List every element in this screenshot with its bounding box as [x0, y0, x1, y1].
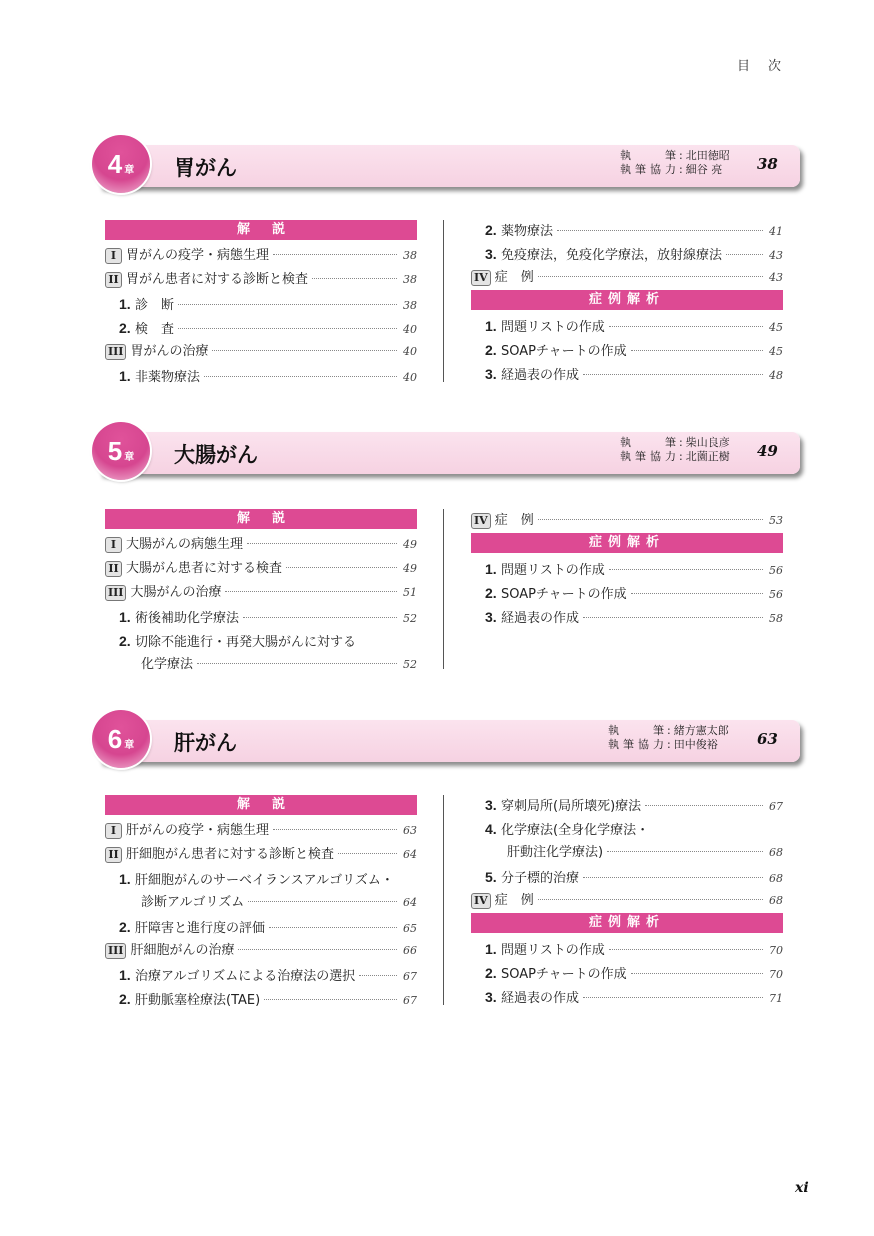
chapter-page[interactable]: 63 [757, 730, 778, 748]
item-number: 1. [485, 318, 497, 334]
page-number: 49 [403, 538, 417, 551]
toc-entry[interactable] [105, 987, 417, 1011]
toc-entry-label: 問題リストの作成 [501, 943, 605, 958]
author-name: 北薗正樹 [685, 450, 730, 463]
toc-entry-label: 問題リストの作成 [501, 563, 605, 578]
page-number: 71 [769, 992, 783, 1005]
toc-entry-label: 検 査 [135, 322, 175, 337]
toc-entry-label: 分子標的治療 [501, 871, 580, 886]
dot-leader [269, 927, 397, 928]
section-heading-bar: 症例解析 [471, 913, 783, 933]
dot-leader [538, 519, 763, 520]
item-number: 3. [485, 609, 497, 625]
item-number: 2. [485, 342, 497, 358]
dot-leader [273, 254, 397, 255]
item-number: 2. [119, 919, 131, 935]
toc-entry-label: 切除不能進行・再発大腸がんに対する [135, 635, 357, 650]
page-number: 45 [769, 345, 783, 358]
toc-entry-label: 化学療法(全身化学療法・ [501, 823, 650, 838]
item-number: 2. [119, 633, 131, 649]
toc-entry[interactable] [105, 244, 417, 268]
item-number: 1. [485, 561, 497, 577]
running-head: 目次 [737, 59, 800, 74]
roman-numeral-badge: III [105, 344, 126, 360]
page-number: 43 [769, 271, 783, 284]
item-number: 2. [119, 991, 131, 1007]
toc-entry[interactable] [105, 533, 417, 557]
toc-entry[interactable] [105, 843, 417, 867]
dot-leader [204, 376, 397, 377]
toc-entry[interactable] [471, 362, 783, 386]
dot-leader [359, 975, 397, 976]
toc-entry-label: 肝動注化学療法) [507, 845, 604, 860]
toc-entry[interactable] [105, 819, 417, 843]
page-number: 52 [403, 612, 417, 625]
section-heading-bar: 症例解析 [471, 533, 783, 553]
toc-entry-label: 胃がんの疫学・病態生理 [126, 248, 270, 263]
toc-column-left [105, 795, 417, 1011]
column-divider [443, 509, 444, 669]
toc-entry[interactable] [471, 605, 783, 629]
page-number: 56 [769, 564, 783, 577]
toc-entry[interactable] [471, 218, 783, 242]
item-number: 4. [485, 821, 497, 837]
toc-entry[interactable] [105, 268, 417, 292]
toc-entry-label: 経過表の作成 [501, 611, 580, 626]
page-number: 40 [403, 345, 417, 358]
page-number: 48 [769, 369, 783, 382]
chapter-suffix: 章 [124, 739, 135, 751]
toc-entry-label: 肝細胞がん患者に対する診断と検査 [126, 847, 335, 862]
page-number: 67 [769, 800, 783, 813]
item-number: 2. [485, 222, 497, 238]
dot-leader [583, 374, 763, 375]
toc-entry[interactable] [471, 793, 783, 817]
toc-entry-label: 診 断 [135, 298, 175, 313]
toc-entry-label: 非薬物療法 [135, 370, 201, 385]
chapter-title[interactable]: 胃がん [174, 156, 237, 180]
page-number: 65 [403, 922, 417, 935]
dot-leader [248, 901, 397, 902]
dot-leader [286, 567, 397, 568]
toc-column-right [471, 509, 783, 629]
toc-entry[interactable] [105, 891, 417, 915]
toc-entry[interactable] [105, 340, 417, 364]
dot-leader [607, 851, 763, 852]
dot-leader [225, 591, 397, 592]
chapter-number: 5 [107, 436, 123, 466]
dot-leader [583, 997, 763, 998]
toc-entry[interactable] [471, 314, 783, 338]
dot-leader [631, 973, 763, 974]
section-heading-bar: 解説 [105, 220, 417, 240]
page-number: 49 [403, 562, 417, 575]
page-number: 40 [403, 371, 417, 384]
chapter-number: 6 [107, 724, 123, 754]
toc-entry[interactable] [105, 364, 417, 388]
page-number: 63 [403, 824, 417, 837]
author-name: 北田徳昭 [685, 149, 730, 162]
toc-entry-label: SOAPチャートの作成 [501, 587, 627, 602]
page-number: 53 [769, 514, 783, 527]
chapter-suffix: 章 [124, 451, 135, 463]
roman-numeral-badge: II [105, 561, 122, 577]
page-number: 56 [769, 588, 783, 601]
author-role: 執筆協力 [620, 163, 676, 176]
section-heading-bar: 解説 [105, 509, 417, 529]
author-role: 執筆 [620, 436, 676, 449]
dot-leader [212, 350, 397, 351]
toc-column-right [471, 793, 783, 1009]
dot-leader [312, 278, 397, 279]
roman-numeral-badge: III [105, 943, 126, 959]
section-heading-bar: 解説 [105, 795, 417, 815]
toc-entry[interactable] [105, 557, 417, 581]
dot-leader [197, 663, 397, 664]
toc-entry-label: 肝動脈塞栓療法(TAE) [135, 993, 261, 1008]
chapter-page[interactable]: 49 [757, 442, 778, 460]
toc-entry-label: 診断アルゴリズム [141, 895, 245, 910]
toc-entry-label: 肝がんの疫学・病態生理 [126, 823, 270, 838]
column-divider [443, 220, 444, 382]
chapter-number-badge [92, 135, 150, 193]
section-heading-bar: 症例解析 [471, 290, 783, 310]
item-number: 2. [485, 965, 497, 981]
toc-entry[interactable] [105, 939, 417, 963]
page-number: 41 [769, 225, 783, 238]
dot-leader [273, 829, 397, 830]
chapter-page[interactable]: 38 [757, 155, 778, 173]
toc-entry-label: 薬物療法 [501, 224, 554, 239]
roman-numeral-badge: IV [471, 270, 491, 286]
item-number: 1. [119, 871, 131, 887]
roman-numeral-badge: IV [471, 893, 491, 909]
item-number: 1. [119, 296, 131, 312]
item-number: 3. [485, 797, 497, 813]
page-number: 43 [769, 249, 783, 262]
chapter-suffix: 章 [124, 164, 135, 176]
page-folio: xi [795, 1180, 809, 1196]
roman-numeral-badge: III [105, 585, 126, 601]
dot-leader [247, 543, 397, 544]
chapter-number-badge [92, 422, 150, 480]
author-role: 執筆協力 [608, 738, 664, 751]
chapter-number: 4 [107, 149, 123, 179]
toc-entry[interactable] [105, 316, 417, 340]
page-number: 67 [403, 994, 417, 1007]
page-number: 64 [403, 896, 417, 909]
toc-entry[interactable] [105, 605, 417, 629]
toc-entry-label: SOAPチャートの作成 [501, 967, 627, 982]
toc-entry[interactable] [471, 509, 783, 533]
item-number: 3. [485, 366, 497, 382]
dot-leader [238, 949, 397, 950]
toc-entry-label: 症 例 [494, 513, 534, 528]
page-number: 45 [769, 321, 783, 334]
toc-column-left [105, 509, 417, 677]
page-number: 64 [403, 848, 417, 861]
toc-entry[interactable] [105, 867, 417, 891]
item-number: 2. [119, 320, 131, 336]
dot-leader [557, 230, 763, 231]
toc-entry-label: 大腸がん患者に対する検査 [126, 561, 283, 576]
author-role: 執筆協力 [620, 450, 676, 463]
roman-numeral-badge: II [105, 847, 122, 863]
dot-leader [338, 853, 397, 854]
toc-entry-label: 大腸がんの病態生理 [126, 537, 244, 552]
toc-entry[interactable] [471, 242, 783, 266]
column-divider [443, 795, 444, 1005]
toc-entry[interactable] [471, 557, 783, 581]
item-number: 3. [485, 989, 497, 1005]
toc-entry-label: 胃がん患者に対する診断と検査 [126, 272, 309, 287]
page-number: 58 [769, 612, 783, 625]
dot-leader [178, 328, 397, 329]
dot-leader [583, 877, 763, 878]
chapter-title[interactable]: 肝がん [174, 731, 237, 755]
page-number: 52 [403, 658, 417, 671]
page-number: 68 [769, 894, 783, 907]
toc-entry[interactable] [471, 937, 783, 961]
toc-entry-label: 問題リストの作成 [501, 320, 605, 335]
author-name: 緒方憲太郎 [673, 724, 729, 737]
dot-leader [631, 350, 763, 351]
roman-numeral-badge: I [105, 537, 122, 553]
author-name: 柴山良彦 [685, 436, 730, 449]
page-number: 70 [769, 968, 783, 981]
dot-leader [178, 304, 397, 305]
item-number: 1. [119, 967, 131, 983]
chapter-authors: 執筆 : 北田徳昭 執筆協力 : 細谷 亮 [620, 149, 730, 176]
page-number: 70 [769, 944, 783, 957]
toc-entry-label: 免疫療法，免疫化学療法，放射線療法 [501, 248, 723, 263]
page-number: 68 [769, 846, 783, 859]
toc-entry-label: 経過表の作成 [501, 991, 580, 1006]
page-number: 38 [403, 273, 417, 286]
page-number: 38 [403, 299, 417, 312]
author-role: 執筆 [608, 724, 664, 737]
toc-entry[interactable] [105, 653, 417, 677]
toc-entry-label: 大腸がんの治療 [130, 585, 222, 600]
toc-entry-label: 肝細胞がんの治療 [130, 943, 235, 958]
toc-entry[interactable] [105, 915, 417, 939]
toc-entry[interactable] [471, 581, 783, 605]
chapter-4-toc [105, 220, 785, 390]
toc-entry[interactable] [471, 817, 783, 841]
toc-entry[interactable] [105, 581, 417, 605]
toc-entry[interactable] [471, 865, 783, 889]
dot-leader [631, 593, 763, 594]
chapter-authors: 執筆 : 緒方憲太郎 執筆協力 : 田中俊裕 [608, 724, 729, 751]
chapter-title[interactable]: 大腸がん [174, 443, 258, 467]
dot-leader [609, 569, 763, 570]
item-number: 1. [119, 609, 131, 625]
toc-entry[interactable] [471, 889, 783, 913]
item-number: 3. [485, 246, 497, 262]
dot-leader [645, 805, 763, 806]
dot-leader [583, 617, 763, 618]
toc-entry-label: 症 例 [494, 270, 534, 285]
chapter-6-toc [105, 795, 785, 1015]
chapter-5-toc [105, 509, 785, 679]
toc-entry-label: 症 例 [494, 893, 534, 908]
dot-leader [538, 899, 763, 900]
dot-leader [264, 999, 397, 1000]
dot-leader [538, 276, 763, 277]
toc-column-right [471, 218, 783, 386]
toc-entry-label: 胃がんの治療 [130, 344, 209, 359]
toc-entry[interactable] [471, 985, 783, 1009]
author-name: 細谷 亮 [685, 163, 723, 176]
roman-numeral-badge: I [105, 823, 122, 839]
roman-numeral-badge: IV [471, 513, 491, 529]
dot-leader [609, 949, 763, 950]
page-number: 51 [403, 586, 417, 599]
toc-entry[interactable] [105, 963, 417, 987]
chapter-authors: 執筆 : 柴山良彦 執筆協力 : 北薗正樹 [620, 436, 730, 463]
toc-entry-label: 肝細胞がんのサーベイランスアルゴリズム・ [135, 873, 394, 888]
item-number: 1. [485, 941, 497, 957]
toc-entry-label: 術後補助化学療法 [135, 611, 240, 626]
page-number: 66 [403, 944, 417, 957]
author-role: 執筆 [620, 149, 676, 162]
toc-entry-label: 治療アルゴリズムによる治療法の選択 [135, 969, 356, 984]
toc-entry[interactable] [471, 338, 783, 362]
dot-leader [243, 617, 397, 618]
item-number: 2. [485, 585, 497, 601]
author-name: 田中俊裕 [673, 738, 718, 751]
toc-entry-label: 肝障害と進行度の評価 [135, 921, 266, 936]
roman-numeral-badge: I [105, 248, 122, 264]
chapter-number-badge [92, 710, 150, 768]
page-number: 40 [403, 323, 417, 336]
toc-entry-label: 経過表の作成 [501, 368, 580, 383]
toc-column-left [105, 220, 417, 388]
dot-leader [609, 326, 763, 327]
toc-entry-label: 穿刺局所(局所壊死)療法 [501, 799, 642, 814]
page-number: 67 [403, 970, 417, 983]
toc-entry[interactable] [471, 266, 783, 290]
page-number: 38 [403, 249, 417, 262]
page-number: 68 [769, 872, 783, 885]
toc-entry-label: SOAPチャートの作成 [501, 344, 627, 359]
toc-entry[interactable] [471, 841, 783, 865]
dot-leader [726, 254, 763, 255]
toc-entry[interactable] [105, 292, 417, 316]
toc-entry[interactable] [105, 629, 417, 653]
item-number: 5. [485, 869, 497, 885]
item-number: 1. [119, 368, 131, 384]
roman-numeral-badge: II [105, 272, 122, 288]
toc-entry-label: 化学療法 [141, 657, 194, 672]
toc-entry[interactable] [471, 961, 783, 985]
